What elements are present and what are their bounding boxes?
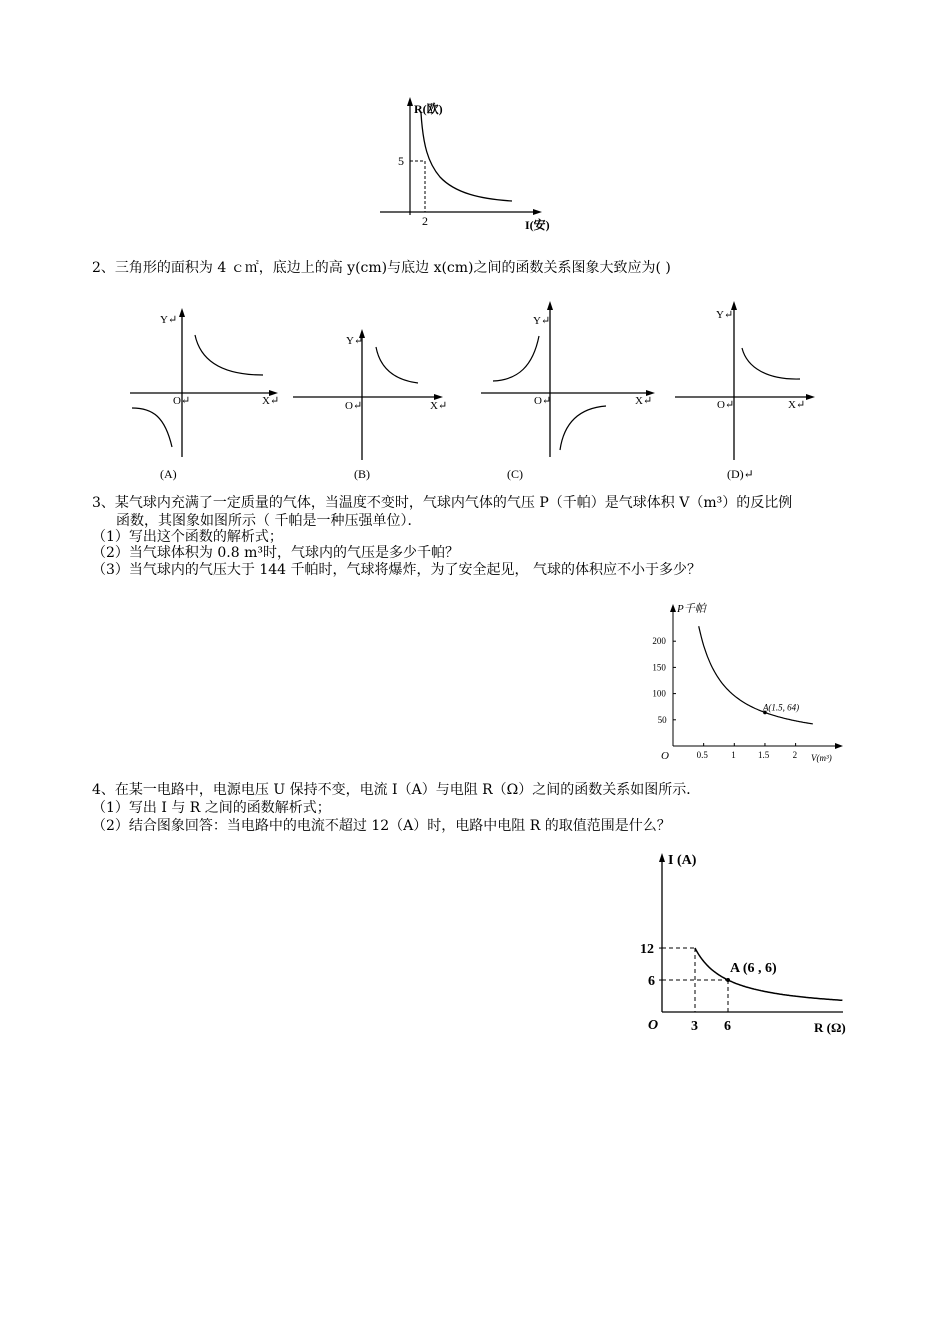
graph1-y-tick: 5 xyxy=(398,154,404,168)
option-c-x-label: X↵ xyxy=(635,395,653,407)
chart4-x-tick-label: 6 xyxy=(724,1019,731,1034)
chart4-x-label: R (Ω) xyxy=(814,1020,846,1035)
option-c-label: (C) xyxy=(507,467,523,481)
option-c-curve-q4 xyxy=(560,406,606,450)
chart-pressure-volume xyxy=(645,598,850,768)
q4-line1: 4、在某一电路中，电源电压 U 保持不变，电流 I（A）与电阻 R（Ω）之间的函数关系如图所示． xyxy=(92,782,701,798)
chart3-y-arrow xyxy=(670,604,676,612)
chart3-y-tick-label: 50 xyxy=(657,714,667,725)
option-a-curve-q3 xyxy=(132,408,172,447)
option-b-origin: O↵ xyxy=(345,400,363,412)
option-b-curve xyxy=(376,347,418,383)
chart4-y-label: I (A) xyxy=(668,853,697,868)
graph1-r-vs-i xyxy=(370,95,570,240)
option-a-x-label: X↵ xyxy=(262,395,280,407)
graph1-y-arrow xyxy=(407,97,413,106)
option-d-curve xyxy=(742,348,800,379)
chart4-y-tick-label: 12 xyxy=(640,942,654,958)
graph1-curve xyxy=(421,113,512,201)
q2-text: 2、三角形的面积为 4 ｃ㎡，底边上的高 y(cm)与底边 x(cm)之间的函数关系图象大致应为( ) xyxy=(92,260,671,276)
chart4-y-arrow xyxy=(659,853,665,862)
option-b-label: (B) xyxy=(354,467,370,481)
q3-sub1: （1）写出这个函数的解析式； xyxy=(92,529,283,545)
option-c-curve-q2 xyxy=(493,336,539,381)
chart-current-resistance xyxy=(638,848,858,1038)
chart4-origin: O xyxy=(648,1018,659,1033)
chart3-x-tick-label: 1.5 xyxy=(757,750,770,760)
chart3-point-label: A(1.5, 64) xyxy=(762,702,800,713)
option-d-x-arrow xyxy=(806,394,815,400)
option-c-origin: O↵ xyxy=(534,395,552,407)
option-b-x-label: X↵ xyxy=(430,400,448,412)
option-d-x-label: X↵ xyxy=(788,399,806,411)
q4-sub2: （2）结合图象回答：当电路中的电流不超过 12（A）时，电路中电阻 R 的取值范围是什么？ xyxy=(92,818,671,834)
q4-sub1: （1）写出 I 与 R 之间的函数解析式； xyxy=(92,800,331,816)
chart3-y-tick-label: 150 xyxy=(652,662,666,673)
q2-option-b[interactable] xyxy=(290,320,450,485)
option-d-y-label: Y↵ xyxy=(716,309,734,321)
q3-sub2: （2）当气球体积为 0.8 m³时，气球内的气压是多少千帕？ xyxy=(92,545,459,561)
option-d-label: (D)↵ xyxy=(727,467,754,481)
graph1-x-arrow xyxy=(533,209,542,215)
graph1-x-label: I(安) xyxy=(525,218,550,232)
chart3-x-arrow xyxy=(835,743,843,749)
option-a-curve-q1 xyxy=(195,335,263,375)
option-a-origin: O↵ xyxy=(173,395,191,407)
option-b-y-label: Y↵ xyxy=(346,335,364,347)
option-c-y-arrow xyxy=(547,301,553,310)
q2-option-a[interactable] xyxy=(125,305,285,485)
graph1-y-label: R(欧) xyxy=(414,102,443,116)
option-d-origin: O↵ xyxy=(717,399,735,411)
chart3-y-label: P千帕 xyxy=(677,603,706,615)
q2-option-c[interactable] xyxy=(478,300,663,485)
chart3-x-tick-label: 2 xyxy=(792,750,798,760)
chart4-x-tick-label: 3 xyxy=(691,1019,698,1034)
q3-line1: 3、某气球内充满了一定质量的气体，当温度不变时，气球内气体的气压 P（千帕）是气球体积 V（m³）的反比例 xyxy=(92,495,793,511)
chart3-y-tick-label: 100 xyxy=(652,688,666,699)
chart3-x-label: V(m³) xyxy=(811,753,832,763)
q3-sub3: （3）当气球内的气压大于 144 千帕时，气球将爆炸，为了安全起见， 气球的体积应不小于多少？ xyxy=(92,562,701,578)
option-c-y-label: Y↵ xyxy=(533,315,551,327)
chart3-x-tick-label: 0.5 xyxy=(696,750,708,760)
option-a-y-arrow xyxy=(179,308,185,317)
chart4-y-tick-label: 6 xyxy=(648,974,655,990)
q3-line2: 函数，其图象如图所示（ 千帕是一种压强单位）． xyxy=(116,513,422,529)
graph1-x-tick: 2 xyxy=(422,214,428,228)
q2-option-d[interactable] xyxy=(672,300,832,485)
chart3-origin: O xyxy=(661,750,669,762)
chart3-x-tick-label: 1 xyxy=(731,750,736,760)
option-a-y-label: Y↵ xyxy=(160,314,178,326)
chart4-point-label: A (6 , 6) xyxy=(730,961,777,977)
chart4-point-a xyxy=(726,978,730,982)
option-a-label: (A) xyxy=(160,467,177,481)
chart3-y-tick-label: 200 xyxy=(652,636,666,647)
